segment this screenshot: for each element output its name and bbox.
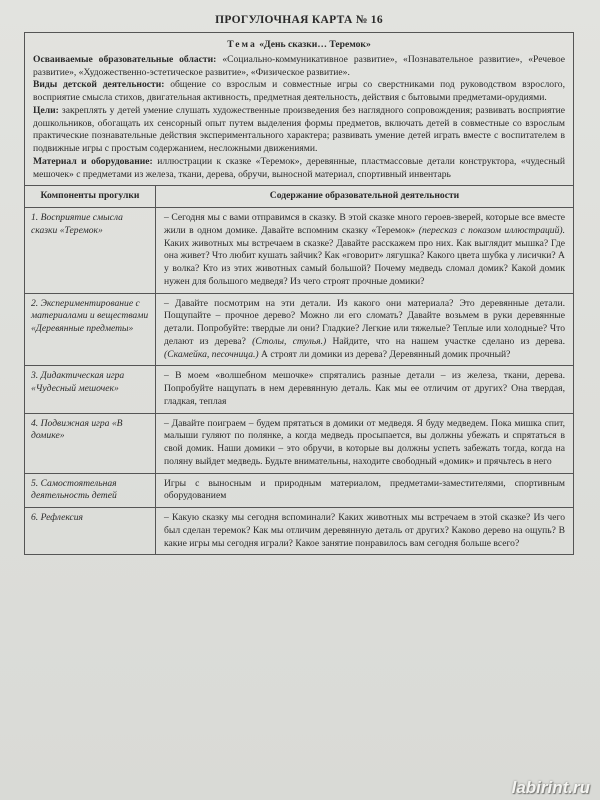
table-row xyxy=(25,366,573,413)
materials-label: Материал и оборудование: xyxy=(33,155,153,167)
content-cell xyxy=(156,508,574,555)
content-italic-note: (Скамейка, песочница.) xyxy=(164,348,259,360)
content-text: – Давайте поиграем – будем прятаться в домики от медведя. Я буду медведем. Пока мишка спит, малыши гуляют по полянке, а когда медведь просыпается, вы должны убежать и спрятаться в свой домик. Наши домики – это обручи, в которые вы должны успеть забежать тогда, когда на поляну выйдет медведь. Будьте внимательны, находите свободный «домик» и прячьтесь в него xyxy=(164,417,565,467)
table-row xyxy=(25,508,573,555)
topic-line xyxy=(33,39,565,52)
content-cell xyxy=(156,366,574,413)
content-cell xyxy=(156,473,574,508)
content-text: – Сегодня мы с вами отправимся в сказку. В этой сказке много героев-зверей, которые все вместе жили в одном домике. Давайте вспомним сказку «Теремок» xyxy=(164,212,565,236)
header-content: Содержание образовательной деятельности xyxy=(156,186,574,207)
content-text: – В моем «волшебном мешочке» спрятались разные детали – из железа, ткани, дерева. Попробуйте нащупать в нем деревянную деталь. Как мы ее отличим от других? Она твердая, гладкая, теплая xyxy=(164,370,565,407)
content-italic-note: (пересказ с показом иллюстраций). xyxy=(418,224,565,236)
table-row xyxy=(25,473,573,508)
goals-text: закреплять у детей умение слушать художественные произведения без наглядного сопровождения; развивать восприятие дошкольников, обогащать их сенсорный опыт путем выделения формы предметов, включать детей в совместные со взрослым практические познавательные действия экспериментального характера; развивать умение детей играть вместе с воспитателем в подвижные игры с простым содержанием, несложными движениями. xyxy=(33,104,565,154)
component-cell: 1. Восприятие смысла сказки «Теремок» xyxy=(25,208,156,294)
table-header-row xyxy=(25,186,573,207)
content-cell xyxy=(156,208,574,294)
content-text: Игры с выносным и природным материалом, предметами-заместителями, спортивным оборудованием xyxy=(164,477,565,502)
table-row xyxy=(25,413,573,473)
activities-label: Виды детской деятельности: xyxy=(33,79,165,91)
content-text: – Давайте посмотрим на эти детали. Из какого они материала? Это деревянные детали. Пощупайте – прочное дерево? Можно ли его сломать? Давайте возьмем в руки деревянные детали. Попробуйте: твердые ли они? Гладкие? Легкие или тяжелые? Теплые или холодные? Что делают из дерева? xyxy=(164,297,565,347)
walk-card-sheet xyxy=(24,32,574,555)
content-text: А строят ли домики из дерева? Деревянный домик прочный? xyxy=(258,348,511,360)
areas-label: Осваиваемые образовательные области: xyxy=(33,53,217,65)
content-text: – Какую сказку мы сегодня вспоминали? Каких животных мы встречаем в этой сказке? Из чего был сделан теремок? Как мы отличим деревянную деталь от других? Каково дерево на ощупь? В какие игры мы сегодня играли? Какое занятие понравилось вам сегодня больше всего? xyxy=(164,512,565,549)
component-cell: 4. Подвижная игра «В домике» xyxy=(25,413,156,473)
content-text: Найдите, что на нашем участке сделано из дерева. xyxy=(326,335,565,347)
activities-paragraph xyxy=(33,79,565,105)
content-cell xyxy=(156,293,574,366)
goals-label: Цели: xyxy=(33,104,59,116)
areas-paragraph xyxy=(33,54,565,80)
content-cell xyxy=(156,413,574,473)
activities-text: общение со взрослым и совместные игры со сверстниками под руководством взрослого, восприятие смысла стихов, двигательная активность, предметная деятельность, действия с бытовыми предметами-орудиями. xyxy=(33,79,565,103)
areas-text: «Социально-коммуникативное развитие», «Познавательное развитие», «Речевое развитие», «Художественно-эстетическое развитие», «Физическое развитие». xyxy=(33,53,565,78)
labirint-watermark: labirint.ru xyxy=(511,778,590,797)
materials-paragraph xyxy=(33,156,565,182)
component-cell: 2. Экспериментирование с материалами и веществами «Деревянные предметы» xyxy=(25,293,156,366)
topic-title: «День сказки… Теремок» xyxy=(259,39,371,50)
content-italic-note: (Столы, стулья.) xyxy=(252,335,327,347)
header-components: Компоненты прогулки xyxy=(25,186,156,207)
component-cell: 3. Дидактическая игра «Чудесный мешочек» xyxy=(25,366,156,413)
document-title: ПРОГУЛОЧНАЯ КАРТА № 16 xyxy=(215,14,383,26)
table-row xyxy=(25,208,573,294)
component-cell: 5. Самостоятельная деятельность детей xyxy=(25,473,156,508)
intro-section xyxy=(25,33,573,186)
topic-prefix: Тема xyxy=(227,39,257,50)
goals-paragraph xyxy=(33,105,565,156)
table-row xyxy=(25,293,573,366)
walk-components-table xyxy=(25,186,573,555)
content-text: Каких животных мы встречаем в сказке? Давайте расскажем про них. Как выглядит мышка? Где она живет? Что любит кушать зайчик? Как «говорит» лягушка? Какого цвета шубка у лисички? А у волка? Кто из этих животных самый большой? Почему медведь сломал домик? Какой домик нужен для большого медведя? Из чего строят прочные домики? xyxy=(164,237,565,287)
materials-text: иллюстрации к сказке «Теремок», деревянные, пластмассовые детали конструктора, «чудесный мешочек» с предметами из железа, ткани, дерева, обручи, выносной материал, спортивный инвентарь xyxy=(33,155,565,180)
component-cell: 6. Рефлексия xyxy=(25,508,156,555)
